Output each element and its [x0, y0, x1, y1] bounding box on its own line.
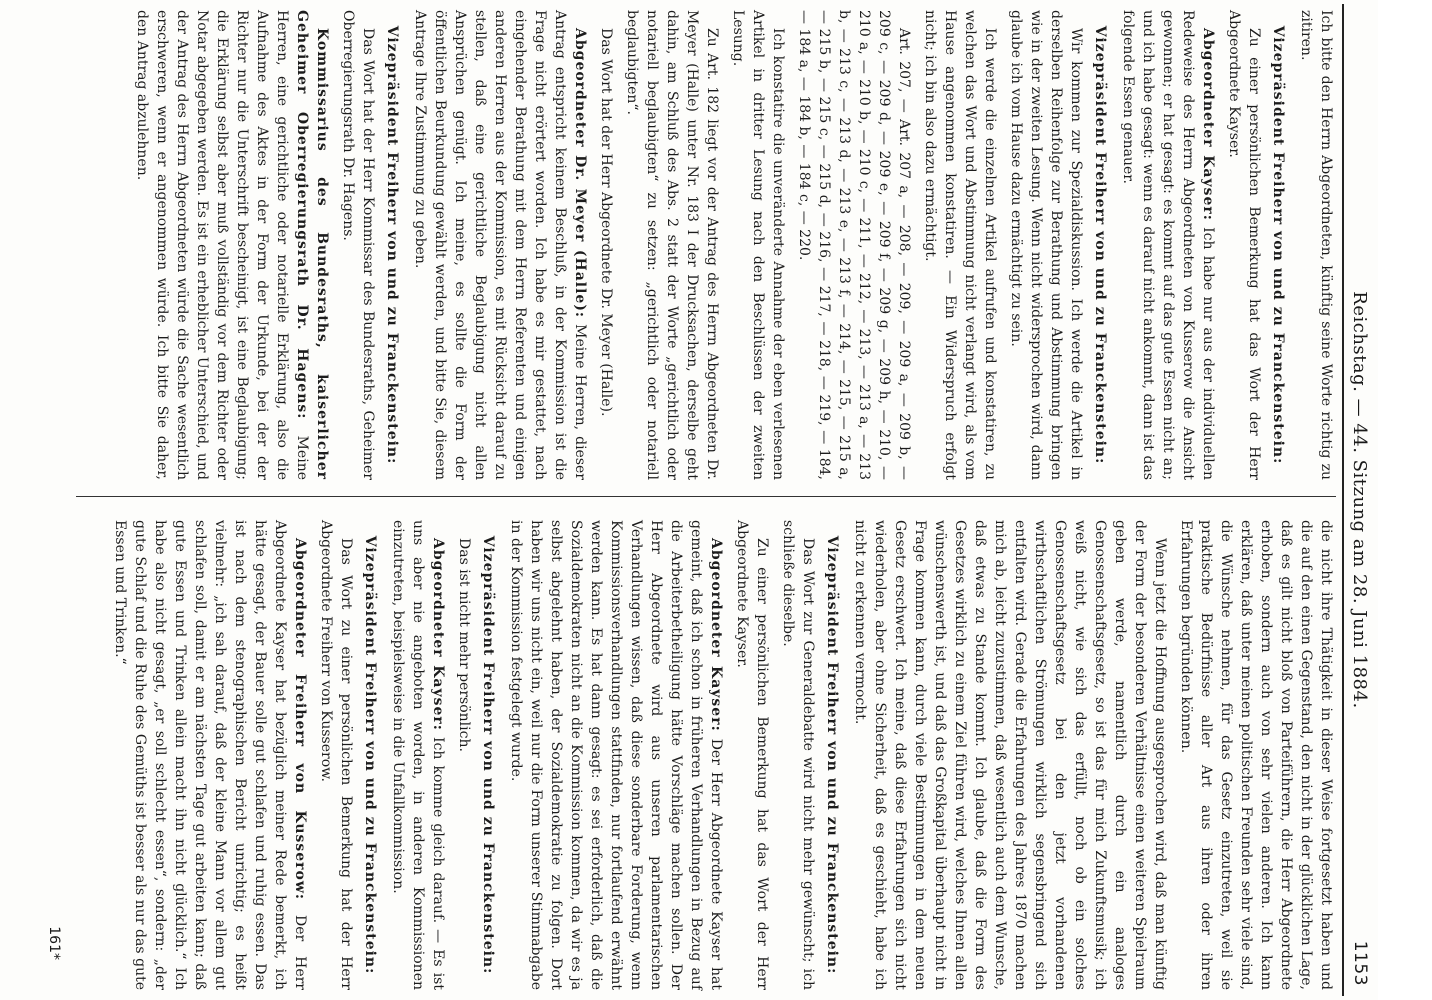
speaker-paragraph	[410, 10, 590, 480]
paragraph: Ich bitte den Herrn Abgeordneten, künftig seine Worte richtig zu zitiren.	[1298, 10, 1334, 480]
speaker-line	[1268, 10, 1288, 480]
speaker-paragraph	[506, 520, 726, 990]
page-signature: 161*	[46, 926, 62, 960]
speaker-name: Abgeordneter Kayser:	[708, 538, 724, 732]
speaker-name: Vizepräsident Freiherr von und zu Franckenstein:	[1092, 25, 1108, 465]
speaker-name: Kommissarius des Bundesraths, kaiserlicher Geheimer Oberregierungsrath Dr. Hagens:	[294, 10, 330, 480]
paragraph: Das Wort zur Generaldebatte wird nicht mehr gewünscht; ich schließe dieselbe.	[780, 520, 816, 990]
speaker-line	[822, 520, 842, 990]
speaker-paragraph	[132, 10, 332, 480]
speech-text: Meine Herren, dieser Antrag entspricht keinem Beschluß, in der Kommission ist die Frage nicht erörtert worden. Ich habe es mir gestattet, nach eingehender Berathung mit dem Herrn Referenten und einigen anderen Herren aus der Kommission, es mit Rücksicht darauf zu stellen, daß eine gerichtliche Beglaubigung nicht allen Ansprüchen genügt. Ich meine, es sollte die Form der öffentlichen Beurkundung gewählt werden, und bitte Sie, diesem Antrage Ihre Zustimmung zu geben.	[412, 10, 588, 480]
speaker-name: Abgeordneter Kayser:	[430, 538, 446, 731]
speaker-name: Vizepräsident Freiherr von und zu Franckenstein:	[1270, 25, 1286, 465]
speaker-paragraph	[110, 520, 310, 990]
paragraph: Zu einer persönlichen Bemerkung hat das Wort der Herr Abgeordnete Kayser.	[1226, 10, 1262, 480]
speech-text: Ich komme gleich darauf. — Es ist uns aber nie angeboten worden, in anderen Kommissionen einzutreten, beispielsweise in die Unfallkommission.	[390, 520, 446, 990]
speech-text: Ich habe nur aus der individuellen Redeweise des Herrn Abgeordneten von Kusserow die Ansicht gewonnen; er hat gesagt: es kommt auf das gute Essen nicht an; und ich habe gesagt: wenn es darauf nicht ankommt, dann ist das folgende Essen genauer.	[1120, 10, 1216, 480]
paragraph: Ich konstatire die unveränderte Annahme der eben verlesenen Artikel in dritter Lesung nach den Beschlüssen der zweiten Lesung.	[730, 10, 786, 480]
speaker-line	[1090, 10, 1110, 480]
speaker-line	[382, 10, 402, 480]
header-title: Reichstag. — 44. Sitzung am 28. Juni 1884.	[1349, 291, 1370, 709]
right-column	[76, 520, 1336, 990]
speaker-name: Abgeordneter Kayser:	[1200, 28, 1216, 221]
speech-text: Der Herr Abgeordnete Kayser hat bezüglich meiner Rede bemerkt, ich hätte gesagt, der Bauer solle gut schlafen und ruhig essen. Das ist nach dem stenographischen Bericht unrichtig; es heißt vielmehr: „ich sah darauf, daß der kleine Mann vor allem gut schlafen soll, damit er am nächsten Tage gut arbeiten kann; daß gute Essen und Trinken allein macht ihn nicht glücklich.“ Ich habe also nicht gesagt, „er soll schlecht essen“, sondern: „der gute Schlaf und die Ruhe des Gemüths ist besser als nur das gute Essen und Trinken.“	[112, 520, 308, 990]
speech-text: Der Herr Abgeordnete Kayser hat gemeint, daß ich schon in früheren Verhandlungen in Bezug auf die Arbeiterbetheiligung hätte Vorschläge machen sollen. Der Herr Abgeordnete wird aus unseren parlamentarischen Verhandlungen wissen, daß diese sonderbare Forderung, wenn Kommissionsverhandlungen stattfinden, nur fortlaufend erwähnt werden kann. Es hat dann gesagt: es sei erforderlich, daß die Sozialdemokraten nicht an die Kommission kommen, da wir es ja selbst abgelehnt haben, der Sozialdemokratie zu folgen. Dort haben wir uns nicht ein, weil nur die Form unserer Stimmabgabe in der Kommission festgelegt wurde.	[508, 520, 724, 990]
article-list: Art. 207, — Art. 207 a, — 208, — 209, — 209 a, — 209 b, — 209 c, — 209 d, — 209 e, — 209 f, — 209 g, — 209 h, — 210, — 210 a, — 210 b, — 210 c, — 211, — 212, — 213, — 213 a, — 213 b, — 213 c, — 213 d, — 213 e, — 213 f, — 214, — 215, — 215 a, — 215 b, — 215 c, — 215 d, — 216, — 217, — 218, — 219, — 184, — 184 a, — 184 b, — 184 c, — 220.	[796, 10, 912, 480]
speaker-name: Vizepräsident Freiherr von und zu Franckenstein:	[362, 535, 378, 975]
speaker-paragraph	[388, 520, 448, 990]
running-header	[1342, 0, 1372, 1000]
header-rule	[1342, 4, 1344, 996]
page-number: 1153	[1350, 940, 1370, 986]
speaker-line	[360, 520, 380, 990]
paragraph: Wenn jetzt die Hoffnung ausgesprochen wird, daß man künftig der Form der besonderen Verhältnisse einen weiteren Spielraum geben werde, namentlich durch ein analoges Genossenschaftsgesetz, so ist das für mich Zukunftsmusik; ich weiß nicht, wie sich das erfüllt, noch ob ein solches Genossenschaftsgesetz bei den jetzt vorhandenen wirthschaftlichen Strömungen wirklich segensbringend sich entfalten wird. Gerade die Erfahrungen des Jahres 1870 machen mich ab, leicht zuzustimmen, daß wesentlich auch dem Wunsche, daß etwas zu Stande kommt. Ich glaube, daß die Form des Gesetzes wirklich zu einem Ziel führen wird, welches Ihnen allen wünschenswerth ist, und daß das Großkapital überhaupt nicht in Frage kommen kann, durch viele Bestimmungen in dem neuen Gesetz erschwert. Ich meine, daß diese Erfahrungen sich nicht wiederholen, aber ohne Sicherheit, daß es geschieht, habe ich nicht zu erkennen vermocht.	[852, 520, 1168, 990]
speaker-name: Abgeordneter Dr. Meyer (Halle):	[572, 28, 588, 319]
speech-text: Meine Herren, eine gerichtliche oder notarielle Erklärung, also die Aufnahme des Aktes in der Form der Urkunde, bei der der Richter nur die Unterschrift bescheinigt, ist eine Beglaubigung; die Erklärung selbst aber muß vollständig vor dem Richter oder Notar abgegeben werden. Es ist ein erheblicher Unterschied, und der Antrag des Herrn Abgeordneten würde die Sache wesentlich erschweren, wenn er angenommen würde. Ich bitte Sie daher, den Antrag abzulehnen.	[134, 10, 310, 480]
speaker-name: Vizepräsident Freiherr von und zu Franckenstein:	[384, 25, 400, 465]
paragraph: Das Wort hat der Herr Kommissar des Bundesraths, Geheimer Oberregierungsrath Dr. Hagens.	[340, 10, 376, 480]
speaker-name: Vizepräsident Freiherr von und zu Franckenstein:	[480, 535, 496, 975]
left-column	[76, 10, 1336, 480]
speaker-paragraph	[1118, 10, 1218, 480]
speaker-name: Vizepräsident Freiherr von und zu Franckenstein:	[824, 535, 840, 975]
paragraph: Das Wort hat der Herr Abgeordnete Dr. Meyer (Halle).	[598, 28, 614, 417]
paragraph: Das Wort zu einer persönlichen Bemerkung hat der Herr Abgeordnete Freiherr von Kusserow.	[318, 520, 354, 990]
column-divider	[76, 496, 1336, 497]
paragraph: die nicht ihre Thätigkeit in dieser Weise fortgesetzt haben und die auf den einen Gegenstand, den nicht in der glücklichen Lage, daß es gilt nicht bloß von Parteiführern, die Herr Abgeordnete erhoben, sondern auch von sehr vielen anderen. Ich kann erklären, daß unter meinen politischen Freunden sehr viele sind, die Wünsche nehmen, für das Gesetz einzutreten, weil sie praktische Bedürfnisse aller Art aus ihren oder ihren Erfahrungen begründen können.	[1178, 520, 1334, 990]
speaker-line	[478, 520, 498, 990]
paragraph: Wir kommen zur Spezialdiskussion. Ich werde die Artikel in derselben Reihenfolge zur Berathung und Abstimmung bringen wie in der zweiten Lesung. Wenn nicht widersprochen wird, dann glaube ich vom Hause dazu ermächtigt zu sein.	[1008, 10, 1084, 480]
paragraph: Zu Art. 182 liegt vor der Antrag des Herrn Abgeordneten Dr. Meyer (Halle) unter Nr. 183 I der Drucksachen, derselbe geht dahin, am Schluß des Abs. 2 statt der Worte „gerichtlich oder notariell beglaubigten“ zu setzen: „gerichtlich oder notariell beglaubigten“.	[624, 10, 720, 480]
paragraph: Das ist nicht mehr persönlich.	[456, 538, 472, 752]
speaker-name: Abgeordneter Freiherr von Kusserow:	[292, 538, 308, 901]
paragraph: Ich werde die einzelnen Artikel aufrufen und konstatiren, zu welchen das Wort und Abstimmung nicht verlangt wird, als vom Hause angenommen konstatiren. — Ein Widerspruch erfolgt nicht; ich bin also dazu ermächtigt.	[922, 10, 998, 480]
paragraph: Zu einer persönlichen Bemerkung hat das Wort der Herr Abgeordnete Kayser.	[734, 520, 770, 990]
